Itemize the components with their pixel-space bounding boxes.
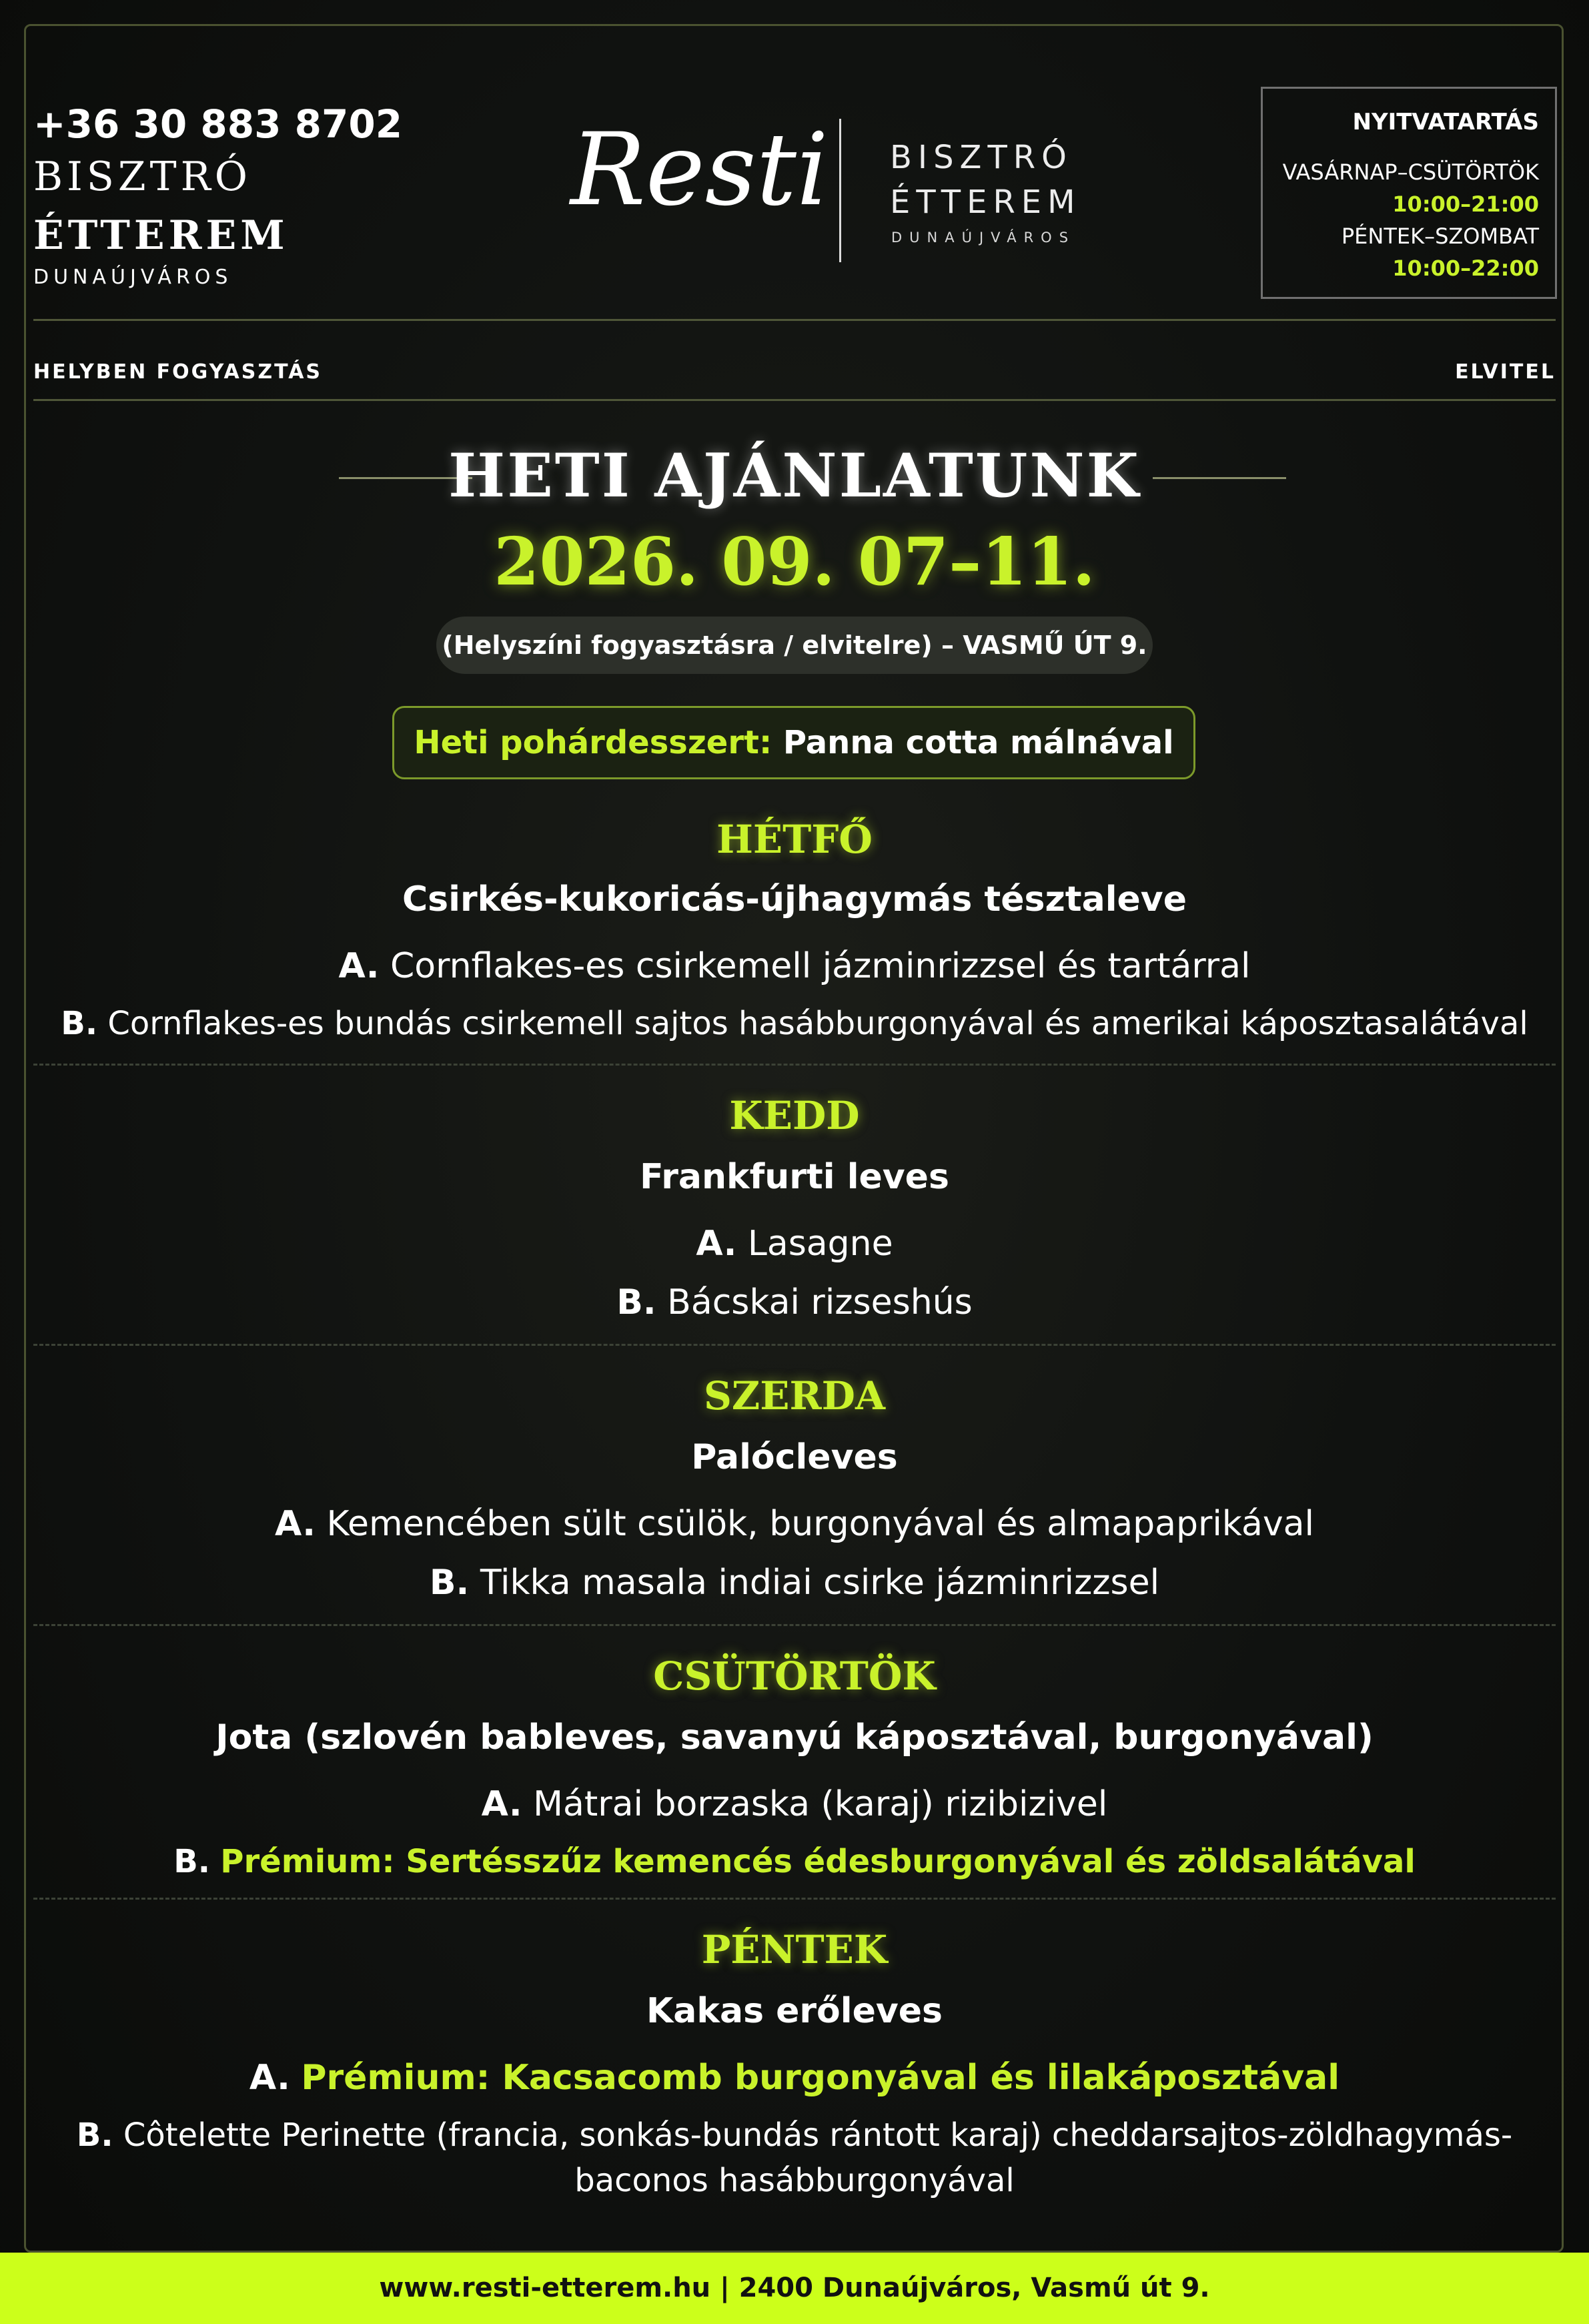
logo-divider	[839, 119, 841, 262]
dine-in-tag: HELYBEN FOGYASZTÁS	[33, 360, 323, 384]
day-name-friday: PÉNTEK	[701, 1927, 888, 1972]
hours-days-2: PÉNTEK–SZOMBAT	[1341, 224, 1539, 249]
dish-b-monday: B. Cornflakes-es bundás csirkemell sajtos hasábburgonyával és amerikai káposztasalátával	[61, 1005, 1528, 1042]
hours-time-1: 10:00–21:00	[1392, 191, 1539, 217]
phone-number[interactable]: +36 30 883 8702	[33, 101, 403, 147]
page-frame	[24, 24, 1564, 2253]
soup-monday: Csirkés-kukoricás-újhagymás tésztaleve	[402, 879, 1187, 919]
day-separator	[33, 1624, 1556, 1626]
day-name-wednesday: SZERDA	[704, 1373, 885, 1419]
soup-friday: Kakas erőleves	[646, 1991, 943, 2031]
dish-a-monday: A. Cornflakes-es csirkemell jázminrizzsel és tartárral	[338, 946, 1251, 986]
logo-subtitle-line3: DUNAÚJVÁROS	[891, 230, 1076, 246]
location-note: (Helyszíni fogyasztásra / elvitelre) – VASMŰ ÚT 9.	[436, 617, 1153, 674]
restaurant-city: DUNAÚJVÁROS	[33, 266, 233, 289]
restaurant-type-line1: BISZTRÓ	[33, 153, 251, 200]
dessert-value: Panna cotta málnával	[782, 724, 1174, 761]
soup-thursday: Jota (szlovén bableves, savanyú káposztával, burgonyával)	[215, 1717, 1374, 1758]
dish-b-tuesday: B. Bácskai rizseshús	[616, 1282, 973, 1322]
logo-subtitle-line2: ÉTTEREM	[890, 183, 1081, 221]
dish-a-thursday: A. Mátrai borzaska (karaj) rizibizivel	[481, 1784, 1108, 1824]
day-name-thursday: CSÜTÖRTÖK	[653, 1653, 936, 1699]
restaurant-type-line2: ÉTTEREM	[33, 212, 289, 259]
header-divider	[33, 319, 1556, 321]
dessert-label: Heti pohárdesszert:	[414, 724, 772, 761]
subheader-divider	[33, 399, 1556, 401]
hours-days-1: VASÁRNAP–CSÜTÖRTÖK	[1282, 159, 1539, 185]
dish-a-wednesday: A. Kemencében sült csülök, burgonyával és almapaprikával	[275, 1504, 1314, 1544]
day-separator	[33, 1344, 1556, 1346]
hours-time-2: 10:00–22:00	[1392, 256, 1539, 281]
day-name-tuesday: KEDD	[729, 1093, 860, 1138]
takeaway-tag: ELVITEL	[1455, 360, 1556, 384]
dish-b-friday: B. Côtelette Perinette (francia, sonkás-bundás rántott karaj) cheddarsajtos-zöldhagymás-	[76, 2116, 1513, 2154]
weekly-dessert-box	[392, 706, 1195, 779]
dish-b-friday-cont: baconos hasábburgonyával	[574, 2162, 1015, 2199]
opening-hours-box	[1261, 87, 1557, 299]
logo-subtitle-line1: BISZTRÓ	[890, 139, 1073, 176]
soup-tuesday: Frankfurti leves	[640, 1157, 949, 1197]
day-separator	[33, 1898, 1556, 1900]
day-separator	[33, 1064, 1556, 1066]
resti-logo: Resti	[570, 112, 829, 228]
dish-b-wednesday: B. Tikka masala indiai csirke jázminrizzsel	[429, 1563, 1160, 1603]
soup-wednesday: Palócleves	[691, 1437, 898, 1477]
opening-hours-title: NYITVATARTÁS	[1352, 109, 1539, 135]
week-dates: 2026. 09. 07–11.	[494, 524, 1095, 601]
dish-a-friday: A. Prémium: Kacsacomb burgonyával és lilakáposztával	[249, 2058, 1340, 2098]
day-name-monday: HÉTFŐ	[716, 817, 873, 862]
dish-b-thursday: B. Prémium: Sertésszűz kemencés édesburgonyával és zöldsalátával	[173, 1843, 1416, 1880]
page-title: HETI AJÁNLATUNK	[448, 440, 1141, 511]
dish-a-tuesday: A. Lasagne	[696, 1224, 893, 1264]
footer-contact[interactable]: www.resti-etterem.hu | 2400 Dunaújváros, Vasmű út 9.	[0, 2253, 1589, 2324]
